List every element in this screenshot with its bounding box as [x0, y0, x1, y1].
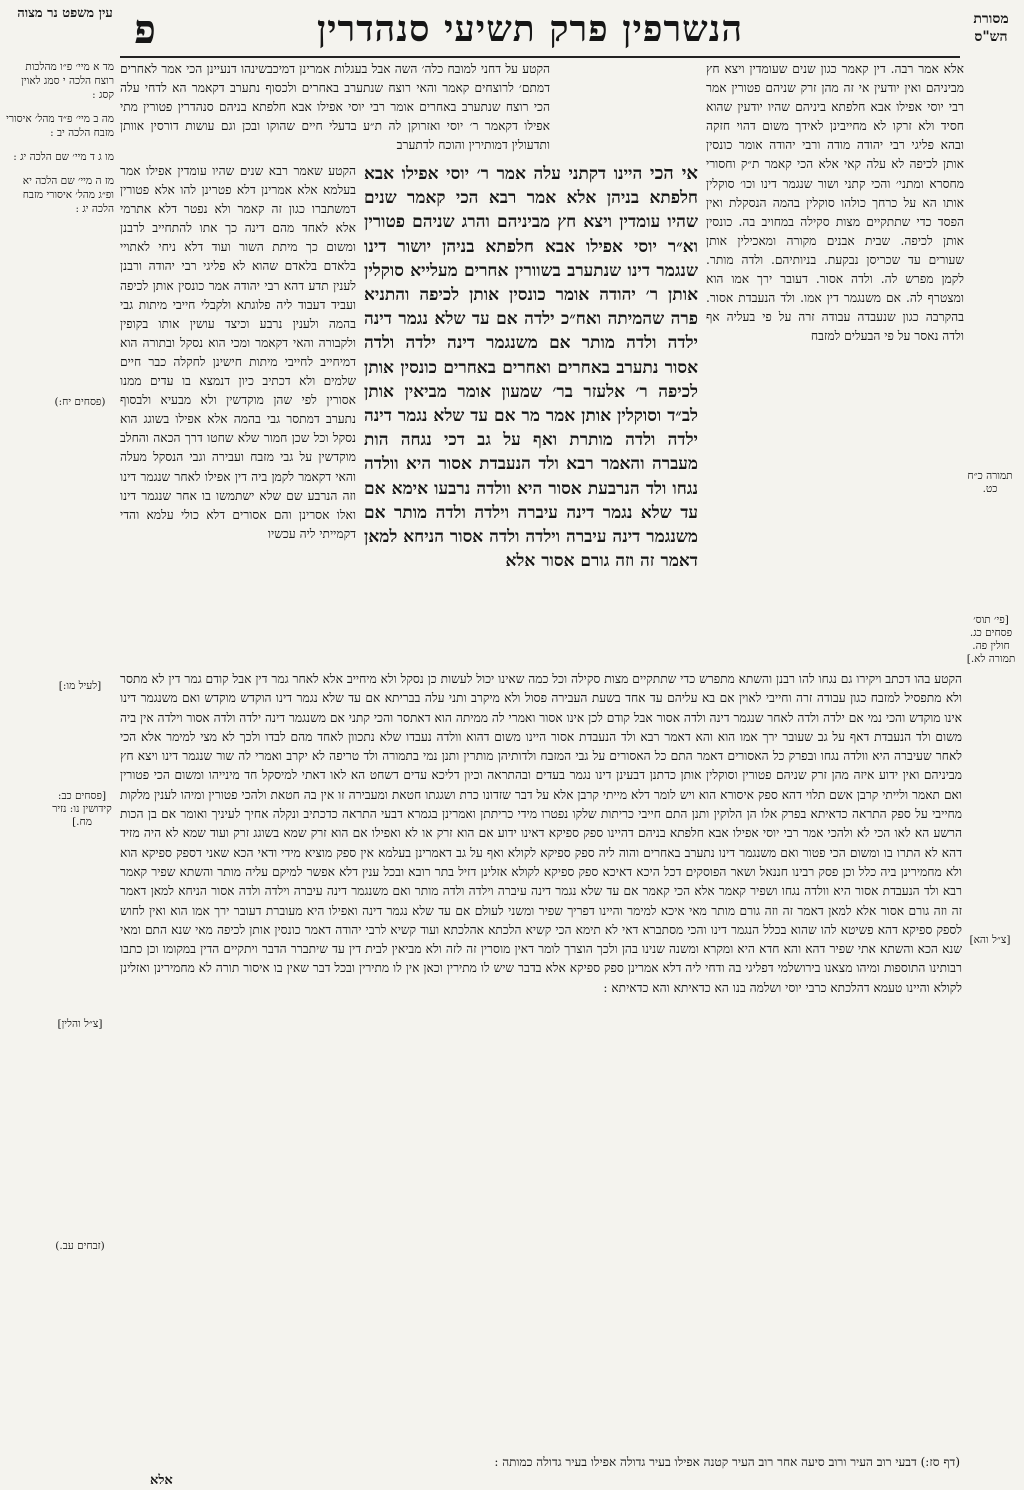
- tosafot-top-text: הקטע על דחני למובח כלה׳ השה אבל בעגלות אמרינן דמיכבשינהו דנעיינן הכי אמר לאחרים דמתם׳ לרוצחים קאמר והאי רוצח שנתערב באחרים ולכסוף נתערב דקאמר הא לדחי עלה הכי רוצח שנתערב באחרים אומר רבי יוסי אפילו אבא חלפתא בניהם סנהדרין פטורין מתי אפילו דקאמר ר׳ יוסי ואזרוקן לה ת״ע בדעלי חיים שהוקו ובכן וגם עושות דורסין אוותן ותדעולין דמותירין והוכח לדתערב: [120, 62, 550, 153]
- masoret-label: מסורת הש"ס: [973, 11, 1009, 45]
- margin-note: תמורה כ״ח כט.: [967, 470, 1013, 495]
- last-line: (דף סז:) דבעי רוב העיר ורוב סיעה אחר רוב העיר קטנה אפילו בעיר גדולה אפילו בעיר גדולה כמותה :: [494, 1455, 960, 1469]
- margin-note: [לעיל מו:]: [58, 680, 102, 692]
- tosafot-top: [120, 60, 550, 160]
- ein-mishpat-entry: מז ה מיי׳ שם הלכה יא ופ״ג מהל׳ איסורי מזבח הלכה יג :: [22, 175, 114, 215]
- margin-note: (זבחים עב.): [55, 1240, 105, 1252]
- ein-mishpat-entry: מו ג ד מיי׳ שם הלכה יג :: [13, 151, 114, 163]
- page-title: הנשרפין פרק תשיעי סנהדרין: [316, 8, 744, 50]
- commentary-bottom: [120, 670, 962, 1470]
- margin-note: [צ״ל והלין]: [57, 1018, 103, 1030]
- gemara-text: היינו דקתני עלה אמר ר׳ יוסי אפילו אבא חלפתא בניהן אלא אמר רבא הכי קאמר שנים שהיו עומדין ויצא חץ מביניהם והרג שניהם פטורין וא״ר יוסי אפילו אבא חלפתא בניהן יושור דינו שנגמר דינו שנתערב בשוורין אחרים מעלייא סוקלין אותן ר׳ יהודה אומר כונסין אותן לכיפה והתניא פרה שהמיתה ואח״כ ילדה אם עד שלא נגמר דינה ילדה ולדה מותר אם משנגמר דינה ילדה ולדה אסור נתערב באחרים ואחרים באחרים כונסין אותן לכיפה ר׳ אלעזר בר׳ שמעון אומר מביאין אותן לב״ד וסוקלין אותן אמר מר אם עד שלא נגמר דינה ילדה ולדה מותרת ואף על גב דכי נגחה הות מעברה והאמר רבא ולד הנעבדת אסור היא וולדה נגחו ולד הנרבעת אסור היא וולדה נרבעו אימא אם עד שלא נגמר דינה עיברה וילדה ולדה מותר אם משנגמר דינה עיברה וילדה ולדה אסור הניחא למאן דאמר זה וזה גורם אסור אלא: [364, 164, 698, 572]
- ein-mishpat-label: עין משפט נר מצוה: [17, 6, 113, 21]
- margin-note: [פסחים כב: קידושין נו: נזיר מח.]: [52, 790, 112, 828]
- rashi-column: [706, 60, 964, 670]
- gemara-lead-word: אי הכי: [649, 163, 698, 184]
- ein-mishpat-entry: מה ב מיי׳ פ״ד מהל׳ איסורי מזבח הלכה יב :: [6, 113, 114, 139]
- catch-word: אלא: [150, 1473, 173, 1488]
- gemara-text-block: [364, 162, 698, 660]
- margin-note: [פי׳ תוס׳ פסחים כג. חולין פה. תמורה לא.]: [966, 614, 1016, 665]
- ein-mishpat-gloss: [6, 60, 114, 260]
- rashi-text: אלא אמר רבה. דין קאמר כגון שנים שעומדין ויצא חץ מביניהם ואין יודעין אי זה מהן זרק שניהם פטורין אמר רבי יוסי אפילו אבא חלפתא ביניהם שהיו יודעין שהוא חסיד ולא זרקו לא מחייבינן לאידך משום דהוי חזקה ובהא פליגי רבי יהודה מודה ורבי יהודה אומר כונסין אותן לכיפה לא עלה קאי אלא הכי קאמר ת״ק וחסורי מחסרא ומתני׳ והכי קתני ושור שנגמר דינו וכו׳ סוקלין אותו הא על כרחך כולהו סוקלין בהמה הנסקלת ואין הפסד כדי שתתקיים מצות סקילה במחויב בה. כונסין אותן לכיפה. שבית אבנים מקורה ומאכילין אותן שעורים עד שכריסן נבקעת. בניותיהם. ולדה מותר. לקמן מפרש לה. ולדה אסור. דעובר ירך אמו הוא ומצטרף לה. אם משנגמר דין אמו. ולד הנעבדת אסור. בהקרבה כגון שנעבדה עבודה זרה על פי בעליה אף ולדה נאסר על פי הבעלים למזבח: [706, 62, 964, 344]
- page-number: פ: [134, 6, 156, 53]
- margin-note: [צ״ל והא]: [969, 934, 1011, 946]
- header-rule: [120, 56, 960, 58]
- ein-mishpat-entry: מד א מיי׳ פ״ו מהלכות רוצח הלכה י סמג לאוין קסג :: [21, 61, 114, 101]
- margin-note: (פסחים יח:): [54, 396, 106, 408]
- tosafot-column: [120, 162, 356, 670]
- tosafot-text: הקטע שאמר רבא שנים שהיו עומדין אפילו אמר בעלמא אלא אמרינן דלא פטרינן להו אלא פטורין דמשתברו כגון זה קאמר ולא נפטר דלא אתרמי אלא לאחד מהם דינה כך אתו להתחייב לרבנן ומשום כך מיתת השור ועוד דלא ניחי לאתויי בלאדם בלאדם שהוא לא פליגי רבי יהודה ורבנן לענין תדע דהא רבי יהודה אמר כונסין אותן לכיפה ועביד דעבוד ליה פלוגתא ולקבלי חייבי מיתות גבי בהמה ולענין נרבע וכיצד עושין אותו בקופין ולקבורה והאי דקאמר ומכי הוא נסקל ובתורה הוא דמיחייב לחייבי מיתות חישינן לחקלה כבר חיים שלמים ולא דכתיב כיון דנמצא בו עדים ממנו אסורין לפי שהן מוקדשין ולא מבעיא ולבסוף נתערב דמתסר גבי בהמה אלא אפילו בשוגג הוא נסקל וכל שכן חמור שלא שחטו דרך הכאה והחלב מוקדשין על גבי מזבח ועבירה וגבי הנסקל מעלה והאי דקאמר לקמן ביה דין אפילו לאחר שנגמר דינו וזה הנרבע שם שלא ישתמשו בו אחר שנגמר דינו ואלו אסרינן והם אסורים דלא כולי עלמא והדי דקמייתי ליה עכשיו: [120, 164, 356, 541]
- commentary-bottom-text: הקטע בהו דכתב ויקירו גם נגחו להו רבנן והשתא מתפרש כדי שתתקיים מצות סקילה וכל כמה שאינו יכול לעשות כן נסקל ולא מיחייב אלא לאחר גמר דין אבל קודם גמר דין לא מתסר ולא מתפסיל למזבח כגון עבודה זרה וחייבי לאוין אם בא עליהם עד אחד בשעת העבירה פסול ולא מיקרב ותני עלה בבריתא אם עד שלא נגמר דינו הוקדש מוקדש ואם משנגמר דינו אינו מוקדש והכי נמי אם ילדה ולדה לאחר שנגמר דינה ולדה אסור אבל קודם לכן אינו אסור ואמרי לה ממיתה הוא דאתסר והכי קתני אם משנגמר דינה ילדה ולדה אסור וילדה אין ביה משום ולד הנעבדת דאף על גב שעובר ירך אמו הוא והא דאמר רבא ולד הנעבדת אסור היינו משום דהוא וולדה נעבדו שלא נתכוון לאחד מהם לבדו ולכך לא מצי למימר אלא הכי לאחר שעיברה היא וולדה נגחו ובפרק כל האסורים דאמר התם כל האסורים על גבי המזבח ולדותיהן מותרין ותנן נמי בתמורה ולד טריפה לא יקרב ואמרי לה שור שנגמר דינו ויצא חץ מביניהם ואין ידוע איזה מהן זרק שניהם פטורין וסוקלין אותן כדתנן דבעינן דינו נגמר בעדים ובהתראה וכיון דליכא עדים דשחט הא לאו דאתי למיסקל חד מינייהו ומשום הכי פטורין ואם תאמר ולייתי קרבן אשם תלוי דהא ספק איסורא הוא ויש לומר דלא מייתי קרבן אלא על דבר שזדונו כרת ושגגתו חטאת ומעבירה זו אין בה חטאת ולהכי פטורין ומיהו לענין מלקות מחייבי על ספק התראה כדאיתא בפרק אלו הן הלוקין ותנן התם חייבי כריתות שלקו נפטרו מידי כריתתן ואמרינן בגמרא דבעי התראה כדכתיב ונקלה אחיך לעיניך ואומר אם בן הכות הרשע הא לאו הכי לא ולהכי אמר רבי יוסי אפילו אבא חלפתא בניהם דהיינו ספק ספיקא דאינו ידוע אם הוא זרק או לא ואפילו אם הוא זרק שמא בשוגג זרק ועוד שמא לא היה מזיד דהא לא התרו בו ומשום הכי פטור ואם משנגמר דינו נתערב באחרים והוה ליה ספק ספיקא לקולא ואף על גב דאמרינן בעלמא אין ספק מוציא מידי ודאי הכא שאני דספק ספיקא הוא ולא מחמירינן ביה כלל וכן פסק רבינו חננאל ושאר הפוסקים דכל היכא דאיכא ספק ספיקא לקולא אזלינן דזיל בתר רובא ובכל ענין דלא אפשר למיקם עליה מותר והשתא שפיר קאמר רבא ולד הנעבדת אסור היא וולדה נגחו ושפיר קאמר אלא הכי קאמר אם עד שלא נגמר דינה עיברה וילדה ולדה מותר ואם משנגמר דינה עיברה וילדה ולדה אסור הניחא למאן דאמר זה וזה גורם אסור אלא למאן דאמר זה וזה גורם מותר מאי איכא למימר והיינו דפריך שפיר ומשני לעולם אם עד שלא נגמר דינה ואפילו היא מעוברת דעובר ירך אמו הוא ואין לחוש לספק ספיקא דהא פשיטא להו שהוא בכלל הנגמר דינו והכי מסתברא דאי לא תימא הכי קשיא הלכתא אהלכתא ועוד קשיא לרבי יהודה דאמר כונסין אותן לכיפה מאי שנא התם ומאי שנא הכא והשתא אתי שפיר דהא והא חדא היא ומקרא ומשנה שנינו בהן ולכך הוצרך לומר דאין מוסרין זה לזה ולא מביאין לבית דין עד שיתברר הדבר ויתקיים הדין במקומו וכן כתבו רבותינו התוספות ומיהו מצאנו בירושלמי דפליגי בה ודחי ליה דלא אמרינן ספק ספיקא אלא בדבר שיש לו מתירין וכאן אין לו מתירין ובכל דבר שאין בו איסור תורה לא מחמירינן ואזלינן לקולא והיינו טעמא דהלכתא כרבי יוסי ושלמה בנו הא כדאיתא והא כדאיתא :: [120, 672, 962, 995]
